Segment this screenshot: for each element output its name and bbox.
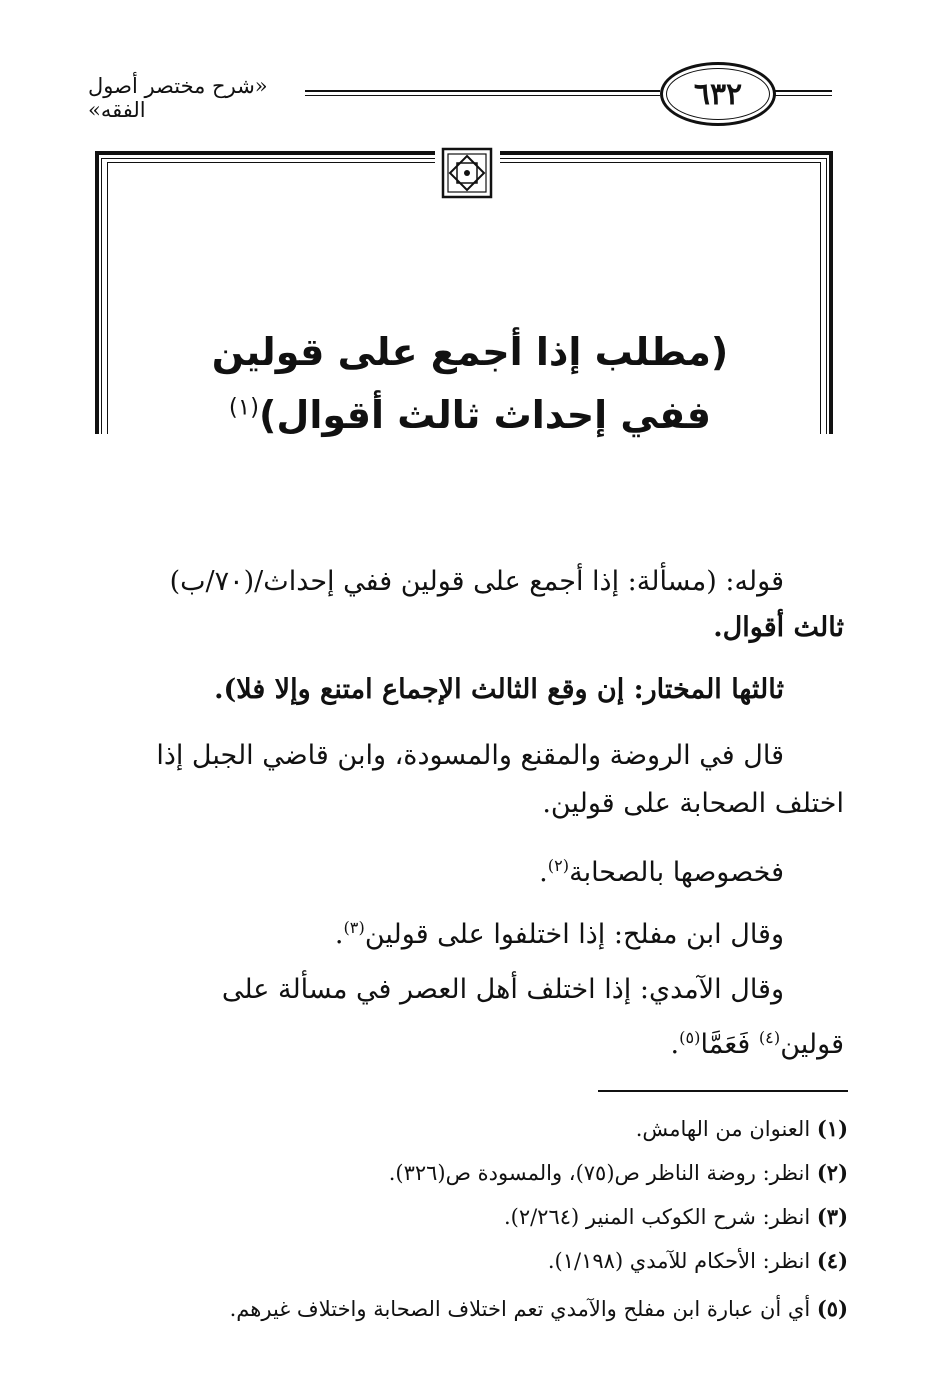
section-heading-line-2 xyxy=(150,393,790,437)
paragraph-6-line-2 xyxy=(100,1014,844,1069)
footnote-ref: (١) xyxy=(228,394,259,421)
footnote-number: (١) xyxy=(816,1116,848,1141)
footnote-ref: (٥) xyxy=(679,1028,701,1047)
footnote-2 xyxy=(389,1160,848,1185)
footnote-text: انظر: روضة الناظر ص(٧٥)، والمسودة ص(٣٢٦). xyxy=(388,1161,811,1185)
footnote-number: (٣) xyxy=(816,1204,848,1229)
footnote-4 xyxy=(548,1248,848,1273)
footnote-text: انظر: شرح الكوكب المنير (٢/٢٦٤). xyxy=(503,1205,811,1229)
page-number: ٦٣٢ xyxy=(693,76,743,112)
header-rule-left-thin xyxy=(305,95,660,96)
footnote-text: انظر: الأحكام للآمدي (١/١٩٨). xyxy=(547,1249,811,1273)
paragraph-4-text: فخصوصها بالصحابة xyxy=(569,857,784,888)
footnote-text: أي أن عبارة ابن مفلح والآمدي تعم اختلاف الصحابة واختلاف غيرهم. xyxy=(229,1297,811,1321)
header-rule-right-thin xyxy=(770,95,832,96)
paragraph-5-end: . xyxy=(334,919,344,950)
paragraph-2: ثالثها المختار: إن وقع الثالث الإجماع امتنع وإلا فلا). xyxy=(214,674,784,705)
page-number-badge xyxy=(660,62,776,126)
paragraph-6-line-1: وقال الآمدي: إذا اختلف أهل العصر في مسألة على xyxy=(221,974,784,1005)
paragraph-5-text: وقال ابن مفلح: إذا اختلفوا على قولين xyxy=(364,919,784,950)
section-heading-text: ففي إحداث ثالث أقوال) xyxy=(258,393,712,437)
paragraph-4 xyxy=(100,842,784,897)
paragraph-1-line-2: ثالث أقوال. xyxy=(713,612,844,643)
footnote-ref: (٣) xyxy=(343,918,365,937)
paragraph-6-text-a: قولين xyxy=(780,1029,844,1060)
footnote-5 xyxy=(230,1296,848,1321)
paragraph-4-end: . xyxy=(539,857,548,888)
footnote-number: (٤) xyxy=(816,1248,848,1273)
paragraph-6-end: . xyxy=(670,1029,680,1060)
footnote-number: (٢) xyxy=(816,1160,848,1185)
paragraph-5 xyxy=(100,904,784,959)
footnote-number: (٥) xyxy=(816,1296,848,1321)
section-heading-line-1: (مطلب إذا أجمع على قولين xyxy=(211,330,729,374)
paragraph-3-line-1: قال في الروضة والمقنع والمسودة، وابن قاضي الجبل إذا xyxy=(156,740,784,771)
paragraph-1-line-1: قوله: (مسألة: إذا أجمع على قولين ففي إحداث/(٧٠/ب) xyxy=(169,566,784,597)
running-title: «شرح مختصر أصول الفقه» xyxy=(88,74,268,122)
footnote-text: العنوان من الهامش. xyxy=(635,1117,811,1141)
footnote-1 xyxy=(636,1116,848,1141)
footnote-ref: (٤) xyxy=(758,1028,781,1047)
paragraph-3-line-2: اختلف الصحابة على قولين. xyxy=(542,788,844,819)
header-rule-right xyxy=(770,90,832,92)
footnote-separator xyxy=(598,1090,848,1092)
footnote-3 xyxy=(504,1204,848,1229)
footnote-ref: (٢) xyxy=(547,856,570,875)
ornament-icon xyxy=(440,146,494,200)
paragraph-6-text-b: فَعَمَّا xyxy=(700,1029,759,1060)
header-rule-left xyxy=(305,90,660,92)
